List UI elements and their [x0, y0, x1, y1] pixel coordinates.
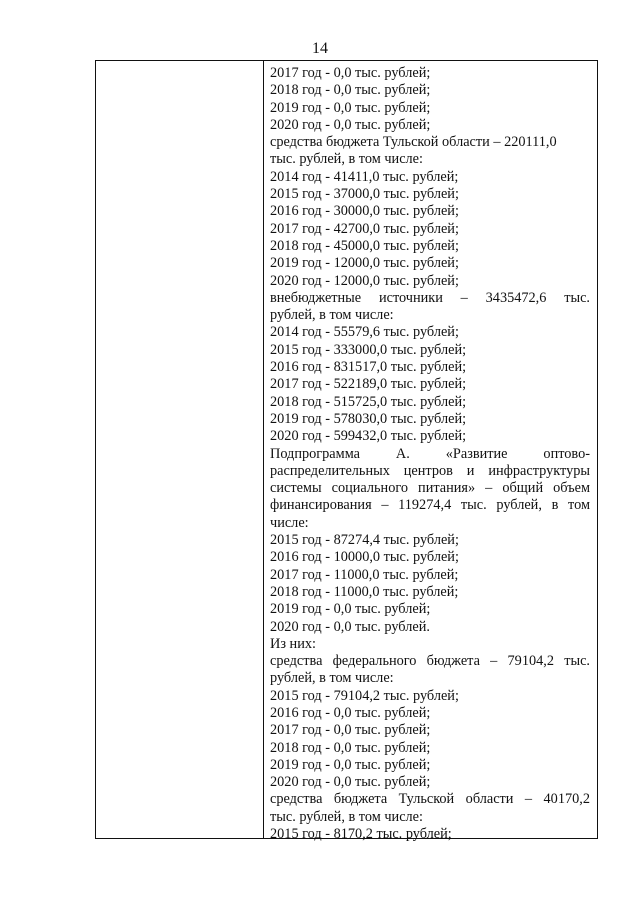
text-line: внебюджетные источники – 3435472,6 тыс.	[270, 289, 590, 306]
text-line: средства федерального бюджета – 79104,2 тыс.	[270, 653, 590, 670]
text-line: 2020 год - 599432,0 тыс. рублей;	[270, 428, 467, 445]
text-line: 2018 год - 0,0 тыс. рублей;	[270, 82, 431, 99]
text-line: 2017 год - 42700,0 тыс. рублей;	[270, 220, 459, 237]
text-line: 2015 год - 37000,0 тыс. рублей;	[270, 186, 459, 203]
text-line: 2015 год - 333000,0 тыс. рублей;	[270, 341, 467, 358]
table-left-cell	[96, 61, 264, 838]
text-line: 2017 год - 522189,0 тыс. рублей;	[270, 376, 467, 393]
text-line: 2019 год - 578030,0 тыс. рублей;	[270, 410, 467, 427]
text-line: 2020 год - 12000,0 тыс. рублей;	[270, 272, 459, 289]
text-line: 2014 год - 41411,0 тыс. рублей;	[270, 168, 459, 185]
text-line: 2020 год - 0,0 тыс. рублей.	[270, 618, 430, 635]
text-line: 2017 год - 0,0 тыс. рублей;	[270, 65, 431, 81]
text-line: тыс. рублей, в том числе:	[270, 151, 423, 168]
text-line: 2018 год - 0,0 тыс. рублей;	[270, 739, 431, 756]
text-line: 2017 год - 11000,0 тыс. рублей;	[270, 566, 459, 583]
text-line: тыс. рублей, в том числе:	[270, 808, 423, 825]
text-line: 2020 год - 0,0 тыс. рублей;	[270, 116, 431, 133]
page-number: 14	[312, 40, 328, 57]
text-line: 2018 год - 45000,0 тыс. рублей;	[270, 237, 459, 254]
text-line: 2016 год - 10000,0 тыс. рублей;	[270, 549, 459, 566]
text-line: 2019 год - 0,0 тыс. рублей;	[270, 601, 431, 618]
text-line: 2016 год - 30000,0 тыс. рублей;	[270, 203, 459, 220]
text-line: средства бюджета Тульской области – 220111,0	[270, 134, 557, 151]
text-line: Подпрограмма А. «Развитие оптово-	[270, 445, 590, 462]
text-line: 2019 год - 0,0 тыс. рублей;	[270, 99, 431, 116]
text-line: системы социального питания» – общий объем	[270, 480, 590, 497]
text-line: 2015 год - 87274,4 тыс. рублей;	[270, 532, 459, 549]
text-line: 2018 год - 11000,0 тыс. рублей;	[270, 583, 459, 600]
text-line: 2015 год - 8170,2 тыс. рублей;	[270, 826, 452, 843]
text-line: Из них:	[270, 635, 316, 652]
text-line: 2020 год - 0,0 тыс. рублей;	[270, 774, 431, 791]
table-right-cell	[264, 61, 597, 843]
text-line: 2016 год - 0,0 тыс. рублей;	[270, 704, 431, 721]
text-line: средства бюджета Тульской области – 40170,2	[270, 791, 590, 808]
funding-table	[95, 60, 598, 843]
text-line: распределительных центров и инфраструктуры	[270, 462, 590, 479]
text-line: 2015 год - 79104,2 тыс. рублей;	[270, 687, 459, 704]
text-line: рублей, в том числе:	[270, 307, 394, 324]
text-line: 2019 год - 12000,0 тыс. рублей;	[270, 255, 459, 272]
text-line: 2017 год - 0,0 тыс. рублей;	[270, 722, 431, 739]
text-line: 2016 год - 831517,0 тыс. рублей;	[270, 359, 467, 376]
text-line: числе:	[270, 514, 309, 531]
text-line: рублей, в том числе:	[270, 670, 394, 687]
text-line: финансирования – 119274,4 тыс. рублей, в том	[270, 497, 590, 514]
text-line: 2014 год - 55579,6 тыс. рублей;	[270, 324, 459, 341]
text-line: 2019 год - 0,0 тыс. рублей;	[270, 756, 431, 773]
text-line: 2018 год - 515725,0 тыс. рублей;	[270, 393, 467, 410]
